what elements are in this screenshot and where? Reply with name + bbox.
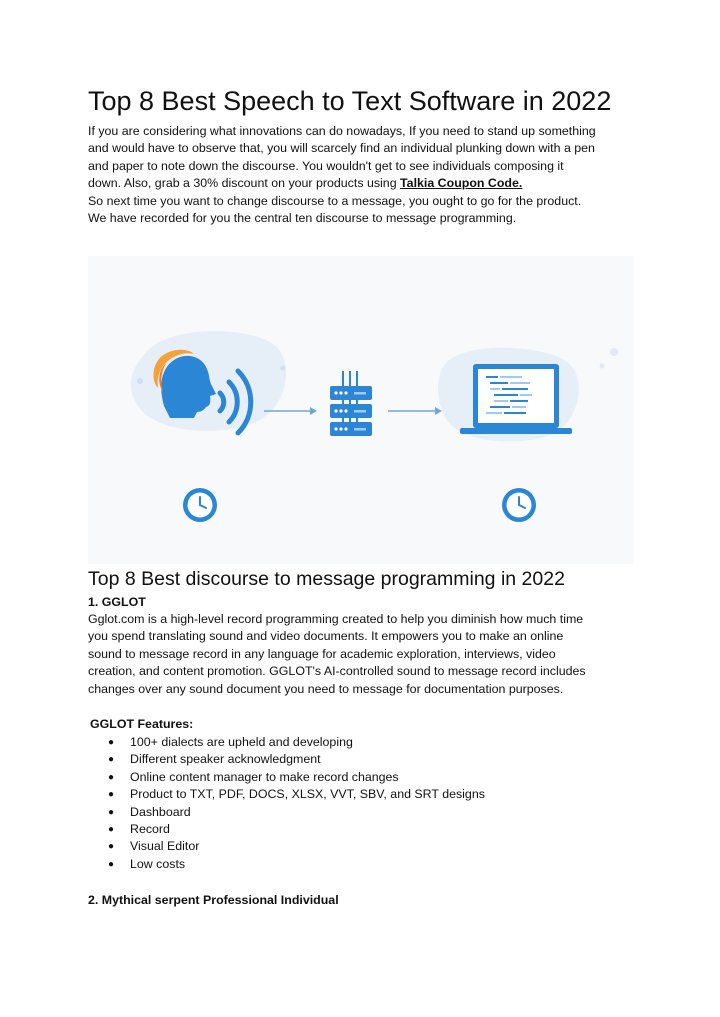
para-line: you spend translating sound and video documents. It empowers you to make an online [88,629,564,644]
clock-icon [502,488,536,522]
features-list [108,734,485,873]
intro-paragraph [88,123,648,227]
coupon-link[interactable]: Talkia Coupon Code. [400,176,523,191]
intro-line: down. Also, grab a 30% discount on your products using [88,176,401,191]
laptop-code-icon [460,364,572,434]
speech-to-text-illustration [88,256,633,564]
features-heading: GGLOT Features: [90,717,194,731]
list-item: ● Visual Editor [108,838,485,855]
intro-line: and paper to note down the discourse. You wouldn't get to see individuals composing it [88,158,564,173]
para-line: sound to message record in any language for academic exploration, interviews, video [88,646,556,661]
item-heading: 1. GGLOT [88,595,146,609]
list-item: ● 100+ dialects are upheld and developing [108,734,485,751]
section-title: Top 8 Best discourse to message programming in 2022 [88,568,565,590]
intro-line: We have recorded for you the central ten discourse to message programming. [88,211,517,226]
intro-line: If you are considering what innovations can do nowadays, If you need to stand up something [88,124,596,138]
para-line: Gglot.com is a high-level record programming created to help you diminish how much time [88,612,584,626]
arrow-right-icon [388,407,442,415]
para-line: changes over any sound document you need to message for documentation purposes. [88,681,564,696]
list-item: ● Online content manager to make record changes [108,769,485,786]
clock-icon [183,488,217,522]
illustration-svg [88,256,633,564]
list-item: ● Record [108,821,485,838]
list-item: ● Dashboard [108,804,485,821]
server-stack-icon [330,371,372,436]
list-item: ● Product to TXT, PDF, DOCS, XLSX, VVT, SBV, and SRT designs [108,786,485,803]
item-description [88,611,648,698]
list-item: ● Low costs [108,856,485,873]
page-title: Top 8 Best Speech to Text Software in 2022 [88,86,612,116]
intro-line: So next time you want to change discourse to a message, you ought to go for the product. [88,193,582,208]
item-heading: 2. Mythical serpent Professional Individual [88,893,339,907]
para-line: creation, and content promotion. GGLOT's AI-controlled sound to message record includes [88,664,586,679]
list-item: ● Different speaker acknowledgment [108,751,485,768]
intro-line: and would have to observe that, you will scarcely find an individual plunking down with a pen [88,141,595,156]
